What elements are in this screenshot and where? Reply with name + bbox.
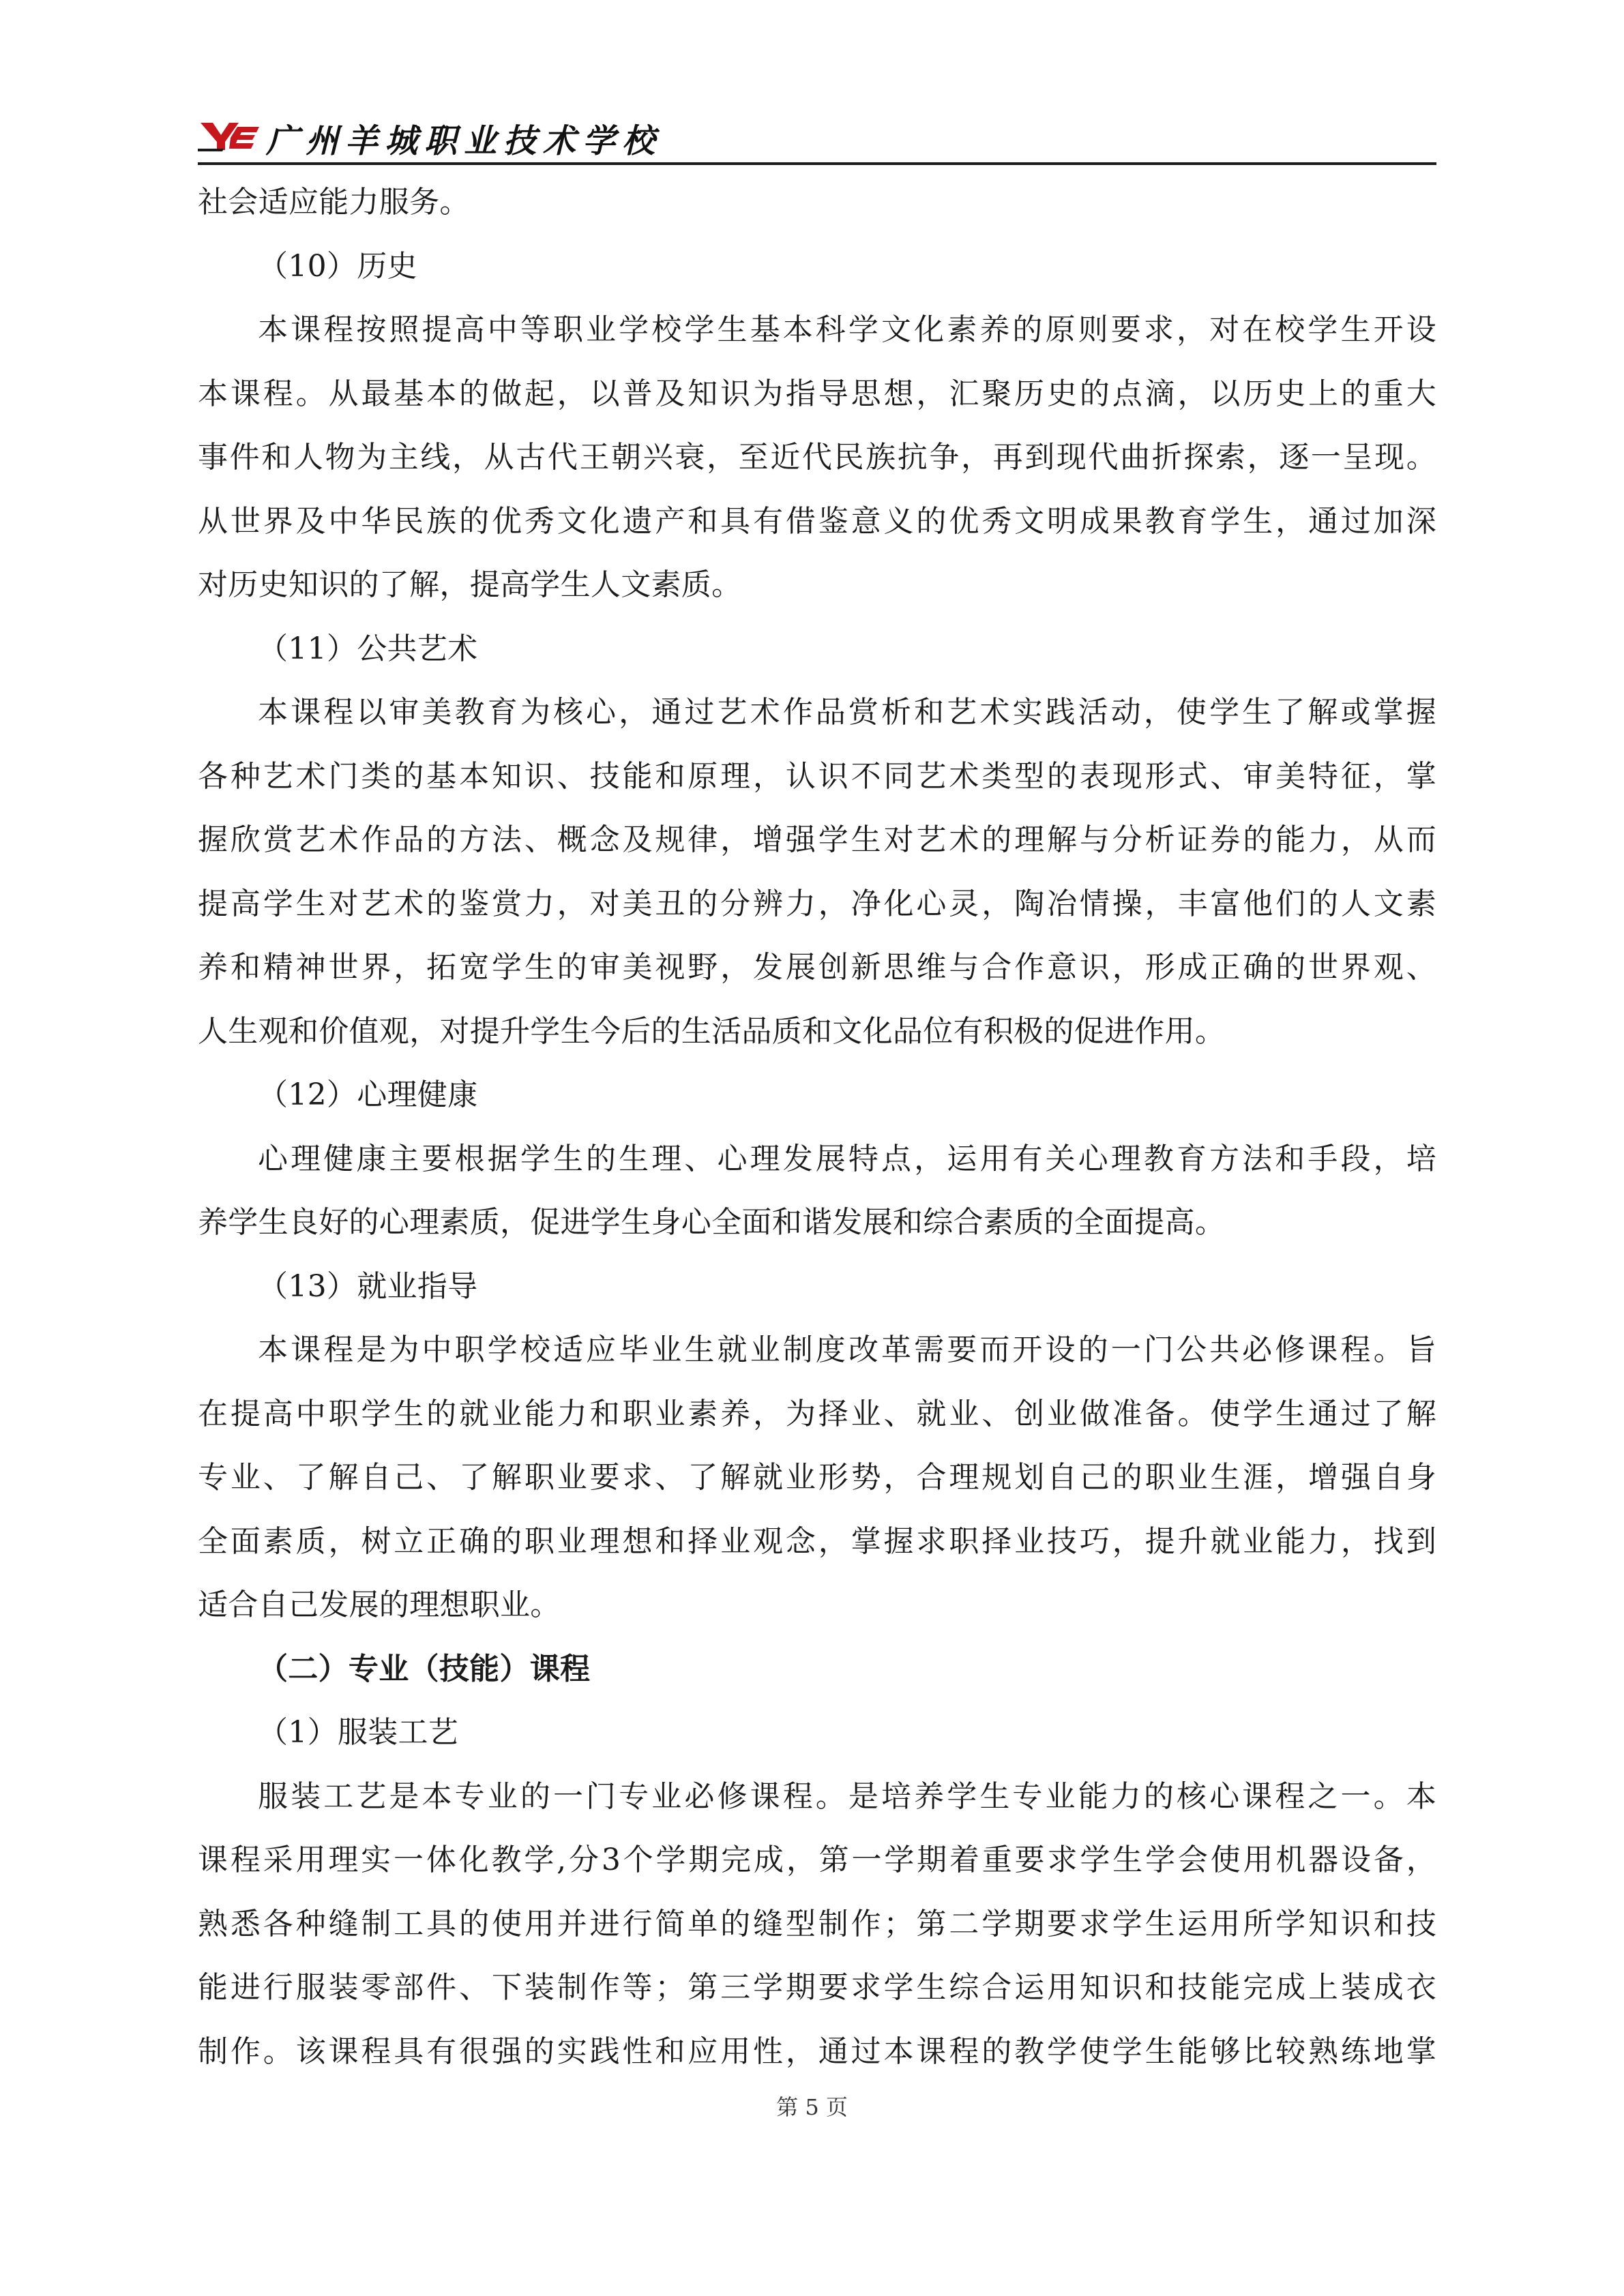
paragraph-line: 提高学生对艺术的鉴赏力，对美丑的分辨力，净化心灵，陶冶情操，丰富他们的人文素	[198, 886, 1436, 921]
paragraph-line: 专业、了解自己、了解职业要求、了解就业形势，合理规划自己的职业生涯，增强自身	[198, 1460, 1436, 1495]
paragraph-line: 熟悉各种缝制工具的使用并进行简单的缝型制作；第二学期要求学生运用所学知识和技	[198, 1906, 1436, 1941]
paragraph-line: 握欣赏艺术作品的方法、概念及规律，增强学生对艺术的理解与分析证券的能力，从而	[198, 822, 1436, 857]
paragraph-line: 课程采用理实一体化教学,分3个学期完成，第一学期着重要求学生学会使用机器设备，	[198, 1843, 1436, 1877]
page-header	[198, 110, 1436, 165]
paragraph-line: 对历史知识的了解，提高学生人文素质。	[198, 567, 742, 602]
paragraph-line: 在提高中职学生的就业能力和职业素养，为择业、就业、创业做准备。使学生通过了解	[198, 1396, 1436, 1431]
school-name: 广州羊城职业技术学校	[266, 122, 662, 160]
paragraph-line: 全面素质，树立正确的职业理想和择业观念，掌握求职择业技巧，提升就业能力，找到	[198, 1523, 1436, 1559]
paragraph-line: 本课程。从最基本的做起，以普及知识为指导思想，汇聚历史的点滴，以历史上的重大	[198, 376, 1436, 411]
section-heading: （1）服装工艺	[258, 1715, 459, 1750]
section-heading: （13）就业指导	[258, 1268, 478, 1304]
paragraph-line: 适合自己发展的理想职业。	[198, 1587, 561, 1622]
paragraph-line: 服装工艺是本专业的一门专业必修课程。是培养学生专业能力的核心课程之一。本	[258, 1778, 1436, 1814]
section-heading: （12）心理健康	[258, 1077, 478, 1112]
section-heading: （11）公共艺术	[258, 631, 478, 666]
document-body	[198, 170, 1436, 2083]
section-heading: （10）历史	[258, 248, 417, 284]
paragraph-line: 心理健康主要根据学生的生理、心理发展特点，运用有关心理教育方法和手段，培	[258, 1141, 1436, 1176]
paragraph-line: 本课程以审美教育为核心，通过艺术作品赏析和艺术实践活动，使学生了解或掌握	[258, 695, 1436, 730]
section-title: （二）专业（技能）课程	[258, 1651, 591, 1686]
page-number: 第 5 页	[776, 2094, 848, 2120]
paragraph-line: 制作。该课程具有很强的实践性和应用性，通过本课程的教学使学生能够比较熟练地掌	[198, 2033, 1436, 2069]
paragraph-line: 本课程是为中职学校适应毕业生就业制度改革需要而开设的一门公共必修课程。旨	[258, 1332, 1436, 1367]
paragraph-line: 本课程按照提高中等职业学校学生基本科学文化素养的原则要求，对在校学生开设	[258, 312, 1436, 347]
school-logo-ye-icon	[198, 119, 261, 153]
paragraph-line: 社会适应能力服务。	[198, 185, 470, 220]
paragraph-line: 养和精神世界，拓宽学生的审美视野，发展创新思维与合作意识，形成正确的世界观、	[198, 950, 1436, 985]
paragraph-line: 从世界及中华民族的优秀文化遗产和具有借鉴意义的优秀文明成果教育学生，通过加深	[198, 503, 1436, 539]
paragraph-line: 能进行服装零部件、下装制作等；第三学期要求学生综合运用知识和技能完成上装成衣	[198, 1970, 1436, 2005]
paragraph-line: 事件和人物为主线，从古代王朝兴衰，至近代民族抗争，再到现代曲折探索，逐一呈现。	[198, 440, 1436, 475]
paragraph-line: 各种艺术门类的基本知识、技能和原理，认识不同艺术类型的表现形式、审美特征，掌	[198, 758, 1436, 794]
paragraph-line: 人生观和价值观，对提升学生今后的生活品质和文化品位有积极的促进作用。	[198, 1013, 1226, 1049]
paragraph-line: 养学生良好的心理素质，促进学生身心全面和谐发展和综合素质的全面提高。	[198, 1205, 1226, 1240]
